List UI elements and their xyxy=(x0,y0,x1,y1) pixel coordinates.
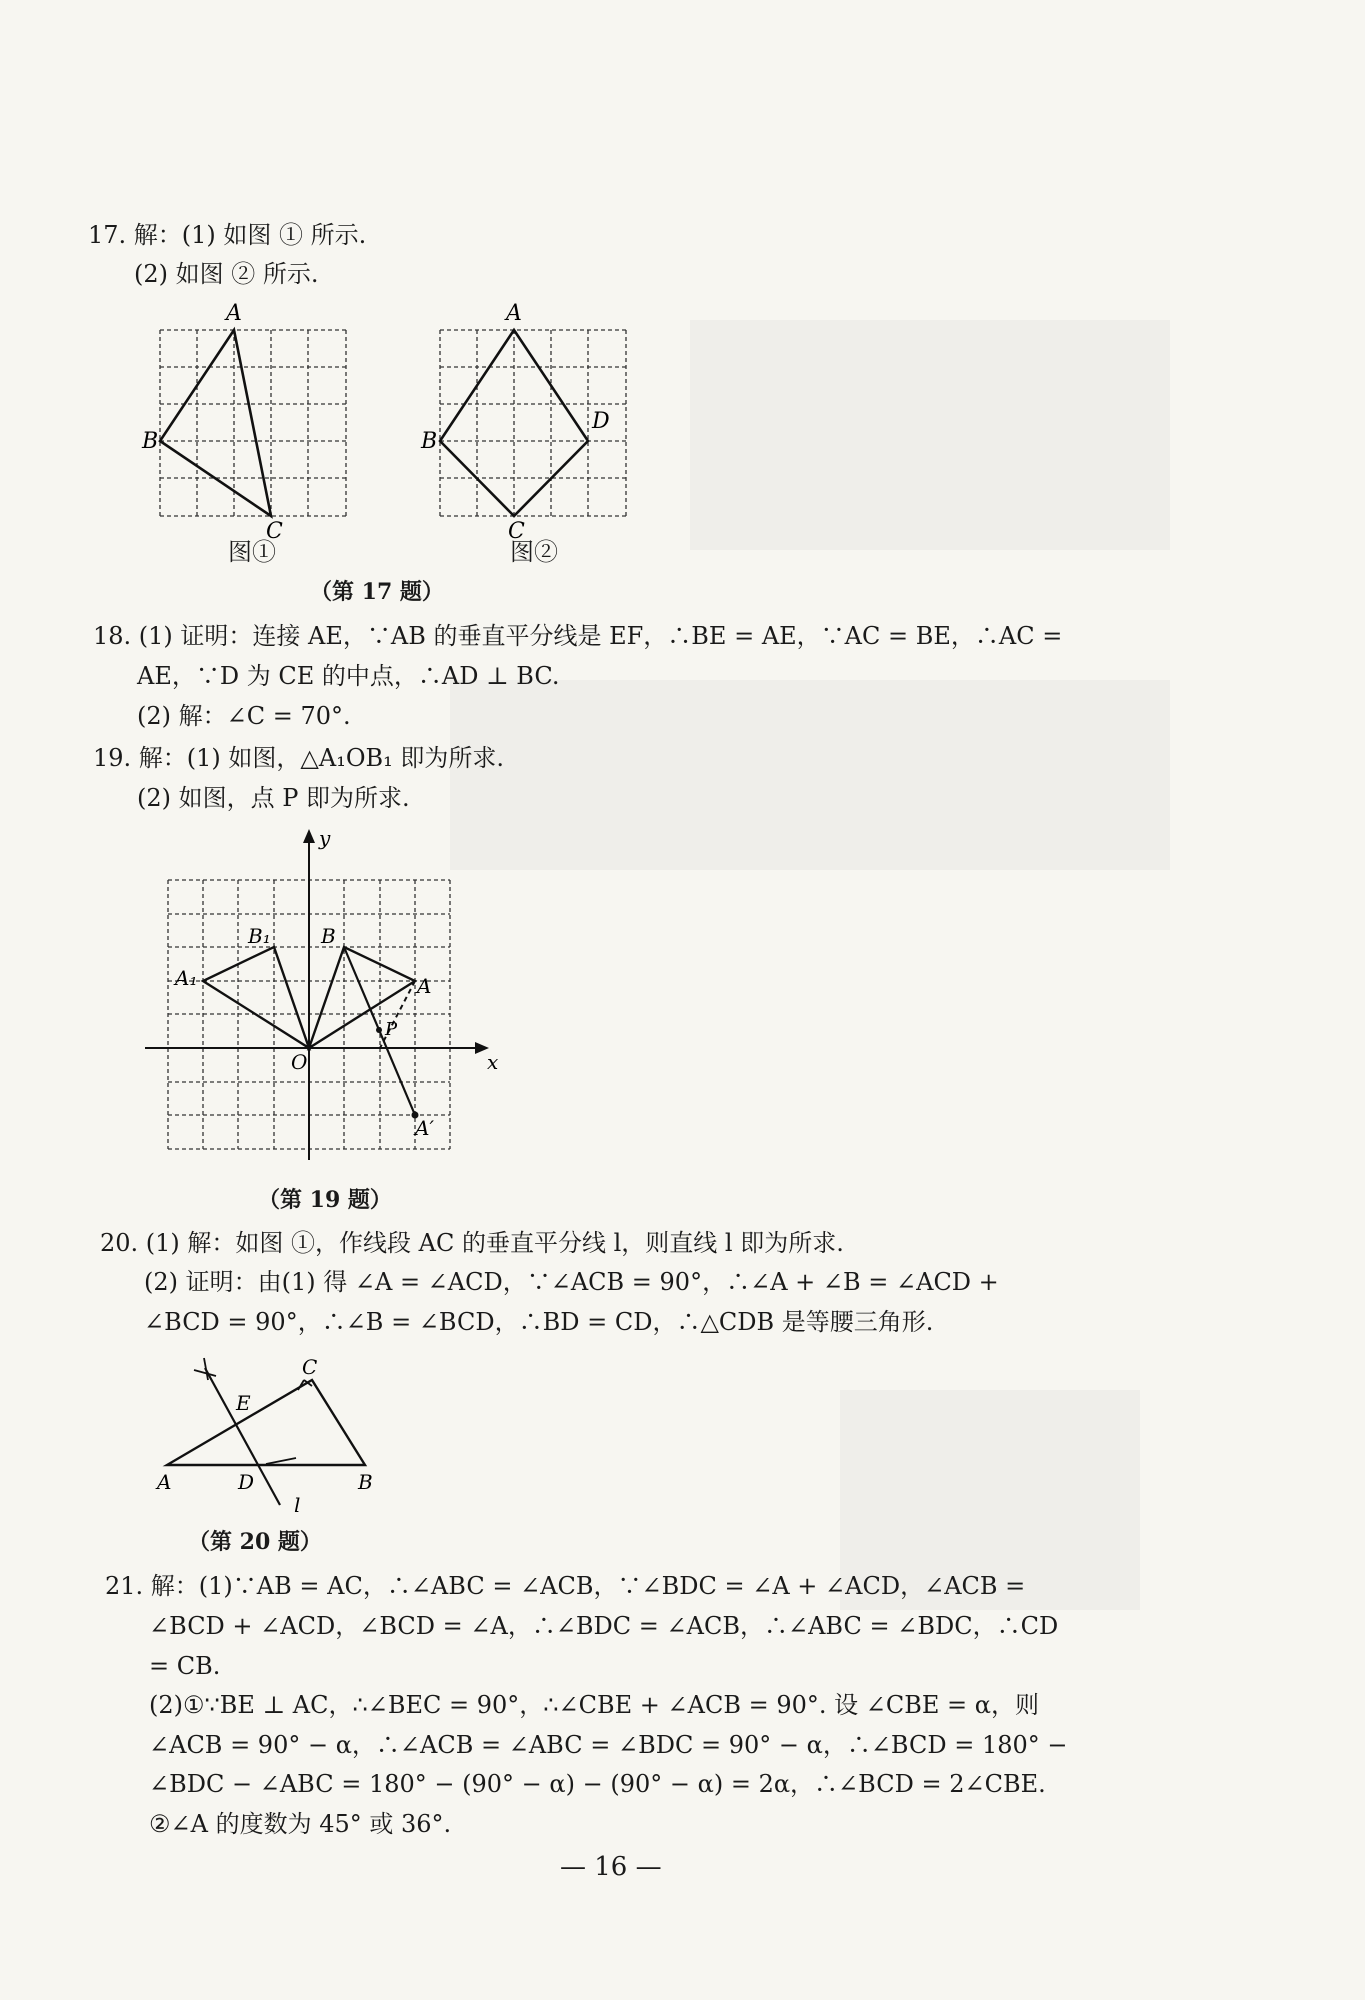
q17-line-2: (2) 如图 ② 所示. xyxy=(134,260,319,288)
fig2-label-b: B xyxy=(421,429,438,454)
q20-figure xyxy=(150,1348,390,1528)
q18-line-1: 18. (1) 证明：连接 AE，∵AB 的垂直平分线是 EF，∴BE = AE，∵AC = BE，∴AC = xyxy=(93,622,1063,650)
q21-line-5: ∠ACB = 90° − α，∴∠ACB = ∠ABC = ∠BDC = 90° − α，∴∠BCD = 180° − xyxy=(149,1731,1068,1759)
q18-line-3: (2) 解：∠C = 70°. xyxy=(137,702,351,730)
q21-line-6: ∠BDC − ∠ABC = 180° − (90° − α) − (90° − α) = 2α，∴∠BCD = 2∠CBE. xyxy=(149,1770,1046,1798)
q20-caption: （第 20 题） xyxy=(188,1529,322,1555)
fig1-label-a: A xyxy=(226,301,242,326)
q21-line-3: = CB. xyxy=(149,1652,221,1680)
fig2-label-d: D xyxy=(592,409,610,434)
bleed-through xyxy=(450,680,1170,870)
q20-label-e: E xyxy=(236,1391,251,1415)
q19-label-y: y xyxy=(319,826,331,850)
q19-label-b1: B₁ xyxy=(248,924,271,948)
q21-line-7: ②∠A 的度数为 45° 或 36°. xyxy=(149,1810,452,1838)
q20-label-b: B xyxy=(358,1470,373,1494)
q20-label-l: l xyxy=(294,1493,301,1517)
q19-figure xyxy=(145,825,515,1170)
q20-label-d: D xyxy=(238,1470,255,1494)
q20-label-c: C xyxy=(302,1355,318,1379)
q19-label-a-prime: A′ xyxy=(415,1116,434,1140)
q19-label-a: A xyxy=(417,974,432,998)
q19-label-b: B xyxy=(321,924,336,948)
q21-line-2: ∠BCD + ∠ACD，∠BCD = ∠A，∴∠BDC = ∠ACB，∴∠ABC = ∠BDC，∴CD xyxy=(149,1612,1059,1640)
page-number: — 16 — xyxy=(560,1852,662,1882)
q17-fig1-caption: 图① xyxy=(228,538,276,566)
q20-line-1: 20. (1) 解：如图 ①，作线段 AC 的垂直平分线 l，则直线 l 即为所求. xyxy=(100,1229,844,1257)
q19-line-1: 19. 解：(1) 如图，△A₁OB₁ 即为所求. xyxy=(93,744,505,772)
fig1-label-c: C xyxy=(266,519,283,544)
q19-label-p: P xyxy=(385,1019,398,1040)
q19-line-2: (2) 如图，点 P 即为所求. xyxy=(137,784,410,812)
q21-line-1: 21. 解：(1)∵AB = AC，∴∠ABC = ∠ACB，∵∠BDC = ∠A + ∠ACD，∠ACB = xyxy=(105,1572,1026,1600)
q17-caption: （第 17 题） xyxy=(310,579,444,605)
q21-line-4: (2)①∵BE ⊥ AC，∴∠BEC = 90°，∴∠CBE + ∠ACB = 90°. 设 ∠CBE = α，则 xyxy=(149,1691,1039,1719)
q19-caption: （第 19 题） xyxy=(258,1187,392,1213)
q20-line-2: (2) 证明：由(1) 得 ∠A = ∠ACD，∵∠ACB = 90°，∴∠A + ∠B = ∠ACD + xyxy=(144,1268,999,1296)
q20-label-a: A xyxy=(157,1470,172,1494)
q19-label-a1: A₁ xyxy=(175,966,198,990)
q18-line-2: AE，∵D 为 CE 的中点，∴AD ⊥ BC. xyxy=(137,662,560,690)
q17-fig2-caption: 图② xyxy=(510,538,558,566)
q17-line-1: 17. 解：(1) 如图 ① 所示. xyxy=(88,221,367,249)
fig1-label-b: B xyxy=(142,429,159,454)
q19-label-x: x xyxy=(487,1050,499,1074)
bleed-through xyxy=(690,320,1170,550)
fig2-label-a: A xyxy=(506,301,522,326)
fig2-label-c: C xyxy=(508,519,525,544)
q20-line-3: ∠BCD = 90°，∴∠B = ∠BCD，∴BD = CD，∴△CDB 是等腰三角形. xyxy=(144,1308,934,1336)
q19-label-o: O xyxy=(291,1050,308,1074)
